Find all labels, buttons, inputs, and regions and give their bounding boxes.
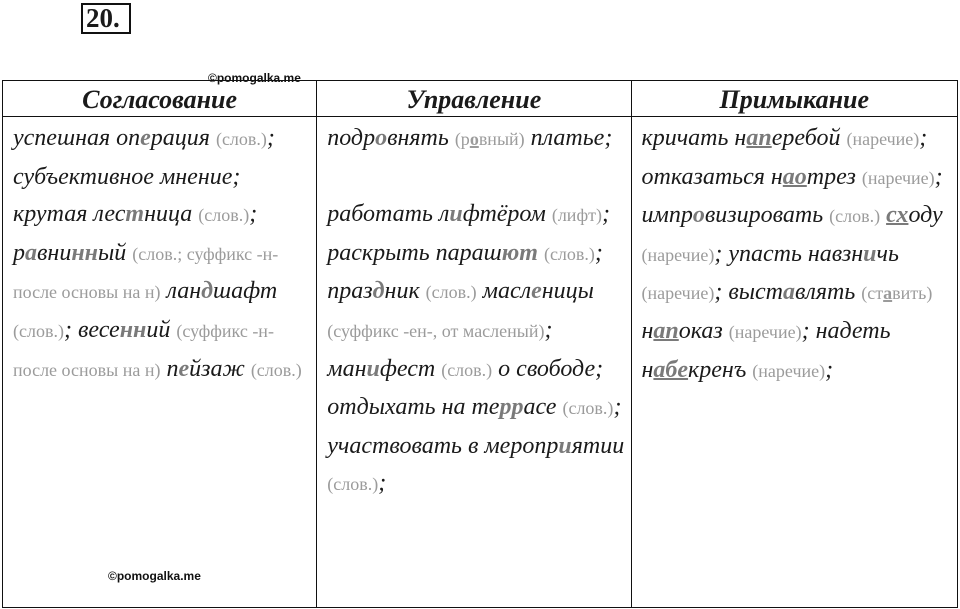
- note: (наречие): [641, 244, 715, 265]
- text: кренъ: [688, 356, 747, 383]
- highlight-letter: т: [125, 201, 145, 228]
- highlight-letter: и: [558, 432, 572, 459]
- text: ый: [97, 239, 127, 266]
- text: ник: [384, 278, 420, 305]
- note: (слов.): [250, 359, 302, 380]
- text: йзаж: [189, 355, 245, 382]
- note: (слов.): [425, 282, 477, 303]
- note: [455, 129, 525, 149]
- header-row: [3, 81, 958, 117]
- note: (слов.): [13, 320, 64, 341]
- text: асе: [523, 394, 557, 421]
- text: вни: [37, 239, 72, 266]
- text: праз: [327, 278, 373, 305]
- note: (слов.): [215, 129, 267, 149]
- highlight-letter: д: [372, 278, 385, 305]
- text: еребой: [771, 125, 841, 151]
- word-combination-table: [2, 80, 958, 608]
- note: (наречие): [861, 167, 935, 188]
- text: работать л: [327, 201, 450, 228]
- text: ница: [144, 201, 193, 228]
- text: ;: [714, 279, 723, 306]
- highlight-letter: е: [531, 278, 542, 305]
- text: оказ: [678, 317, 723, 344]
- text: ; ман: [327, 316, 553, 382]
- note: (наречие): [728, 321, 802, 342]
- highlight-letter: нн: [119, 316, 147, 343]
- text: р: [13, 239, 25, 266]
- note: (суффикс -н- после основы на н): [13, 320, 274, 380]
- note: (слов.; суффикс -н- после основы на н): [13, 243, 279, 303]
- text: ; упасть навзн: [714, 240, 864, 267]
- highlight-letter: о: [692, 202, 705, 229]
- note: (слов.): [543, 243, 595, 264]
- note-text: (ст: [861, 283, 884, 304]
- note: (слов.): [198, 205, 250, 226]
- text: ий: [146, 316, 171, 343]
- text: ; раскрыть параш: [327, 201, 610, 266]
- note: (слов.): [327, 474, 379, 495]
- note-text: вный): [478, 129, 525, 149]
- highlight-letter: сх: [886, 202, 909, 229]
- highlight-letter: е: [140, 125, 151, 151]
- text: подр: [327, 125, 376, 151]
- highlight-letter: о: [375, 125, 388, 151]
- highlight-letter: ап: [746, 125, 772, 151]
- text: фест: [379, 355, 436, 382]
- government-cell: [317, 117, 631, 608]
- highlight-letter: ап: [653, 317, 679, 344]
- header-agreement: Согласование: [3, 81, 317, 117]
- text: чь: [876, 240, 899, 267]
- text: ;: [934, 163, 943, 190]
- highlight-letter: рр: [499, 394, 524, 421]
- text: ;: [378, 470, 387, 497]
- note: (слов.): [562, 398, 614, 419]
- text: масл: [482, 278, 532, 305]
- note: (слов.): [441, 359, 493, 380]
- highlight-letter: ао: [782, 163, 807, 190]
- text: платье;: [530, 125, 613, 151]
- adjoining-cell: [631, 117, 958, 608]
- spacer: [327, 159, 624, 197]
- text: визировать: [704, 202, 824, 229]
- highlight-letter: абе: [653, 356, 689, 383]
- text: ницы: [541, 278, 594, 305]
- text: ;: [63, 316, 72, 343]
- text: лан: [166, 278, 202, 305]
- note-text: вить): [892, 283, 933, 304]
- note: (суффикс -ен-, от масленый): [327, 320, 545, 341]
- text: шафт: [213, 278, 278, 305]
- note-highlight: а: [883, 283, 893, 304]
- note: (наречие): [846, 129, 920, 149]
- agreement-cell: [3, 117, 317, 608]
- highlight-letter: а: [25, 239, 37, 266]
- content-row: [3, 117, 958, 608]
- text: ;: [249, 201, 258, 228]
- text: о свободе; отдыхать на те: [327, 355, 604, 421]
- text: ;: [801, 317, 810, 344]
- note: (наречие): [752, 360, 826, 381]
- watermark-bottom: ©pomogalka.me: [108, 569, 201, 583]
- note: (слов.): [829, 206, 881, 227]
- text: надеть н: [641, 317, 891, 383]
- header-government: Управление: [317, 81, 631, 117]
- note: (лифт): [551, 205, 602, 226]
- highlight-letter: и: [863, 240, 877, 267]
- text: внять: [387, 125, 449, 151]
- highlight-letter: д: [201, 278, 214, 305]
- text: кричать н: [641, 125, 747, 151]
- text: н: [641, 317, 654, 344]
- note: (наречие): [641, 283, 715, 304]
- text: ;: [825, 356, 834, 383]
- text: фтёром: [462, 201, 546, 228]
- text: ; субъективное мнение; крутая лес: [13, 125, 275, 228]
- note: [861, 283, 932, 303]
- highlight-letter: нн: [71, 239, 98, 266]
- text: оду: [908, 202, 943, 229]
- text: успешная оп: [13, 125, 141, 151]
- text: рация: [150, 125, 210, 151]
- highlight-letter: и: [449, 201, 463, 228]
- text: ; участвовать в меропр: [327, 394, 622, 459]
- note-text: (р: [454, 129, 470, 149]
- text: выст: [728, 279, 783, 306]
- text: ятии: [571, 432, 625, 459]
- highlight-letter: ют: [501, 239, 538, 266]
- text: трез: [806, 163, 856, 190]
- text: ;: [594, 239, 603, 266]
- exercise-number: 20.: [81, 3, 131, 34]
- text: п: [166, 355, 179, 382]
- highlight-letter: е: [178, 355, 190, 382]
- watermark-top: ©pomogalka.me: [208, 71, 301, 85]
- highlight-letter: и: [366, 355, 380, 382]
- header-adjoining: Примыкание: [631, 81, 958, 117]
- highlight-letter: а: [782, 279, 795, 306]
- note-highlight: о: [469, 129, 479, 149]
- text: импр: [641, 202, 693, 229]
- text: ; отказаться н: [641, 125, 928, 190]
- text: весе: [77, 316, 120, 343]
- text: влять: [794, 279, 856, 306]
